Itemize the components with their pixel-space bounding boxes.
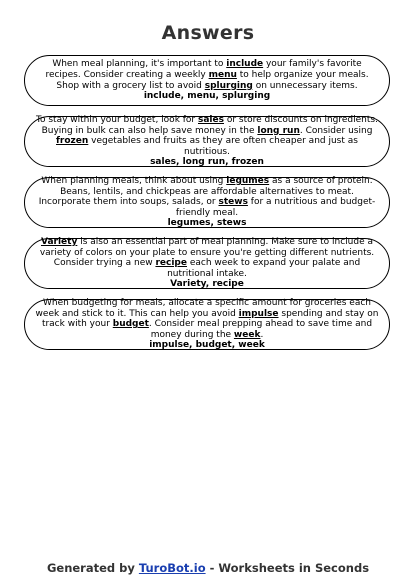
answer-word: splurging [204,80,253,91]
footer: Generated by TuroBot.io - Worksheets in Seconds [46,561,370,575]
answer-key: legumes, stews [167,218,247,229]
answer-word: recipe [155,258,187,269]
answer-word: legumes [226,176,270,187]
page-title: Answers [161,22,255,44]
answer-card [24,116,390,167]
answer-word: menu [208,69,237,80]
answer-key: include, menu, splurging [143,91,271,102]
answer-word: week [233,329,261,340]
answer-key: impulse, budget, week [149,340,265,351]
card-text: When meal planning, it's important to include your family's favorite recipes. Consider creating a weekly menu to help organize your meals. Shop with a grocery list to avoid splurging on unnecessary items. [45,59,369,91]
answer-word: stews [218,197,248,208]
answer-key: sales, long run, frozen [150,157,264,168]
answer-card [24,299,390,350]
answer-word: frozen [56,136,89,147]
card-text: Variety is also an essential part of meal planning. Make sure to include a variety of colors on your plate to ensure you're getting different nutrients. Consider trying a new recipe each week to expand your palate and nutritional intake. [39,237,375,279]
card-text: When budgeting for meals, allocate a specific amount for groceries each week and stick to it. This can help you avoid impulse spending and stay on track with your budget. Consider meal prepping ahead to save time and money during the week. [35,298,379,340]
card-text: To stay within your budget, look for sales or store discounts on ingredients. Buying in bulk can also help save money in the long run. Consider using frozen vegetables and fruits as they are often cheaper and just as nutritious. [36,115,378,157]
answer-card [24,177,390,228]
answer-word: sales [198,115,224,126]
turobot-link[interactable]: TuroBot.io [138,561,206,575]
answer-word: include [226,59,264,70]
answer-word: Variety [40,237,78,248]
answer-word: impulse [238,308,279,319]
card-text: When planning meals, think about using legumes as a source of protein. Beans, lentils, and chickpeas are affordable alternatives to meat. Incorporate them into soups, salads, or stews for a nutritious and budget-friendly meal. [38,176,376,218]
answer-word: budget [112,319,149,330]
answer-word: long run [257,125,300,136]
answer-key: Variety, recipe [170,279,244,290]
answer-card [24,55,390,106]
answer-card [24,238,390,289]
